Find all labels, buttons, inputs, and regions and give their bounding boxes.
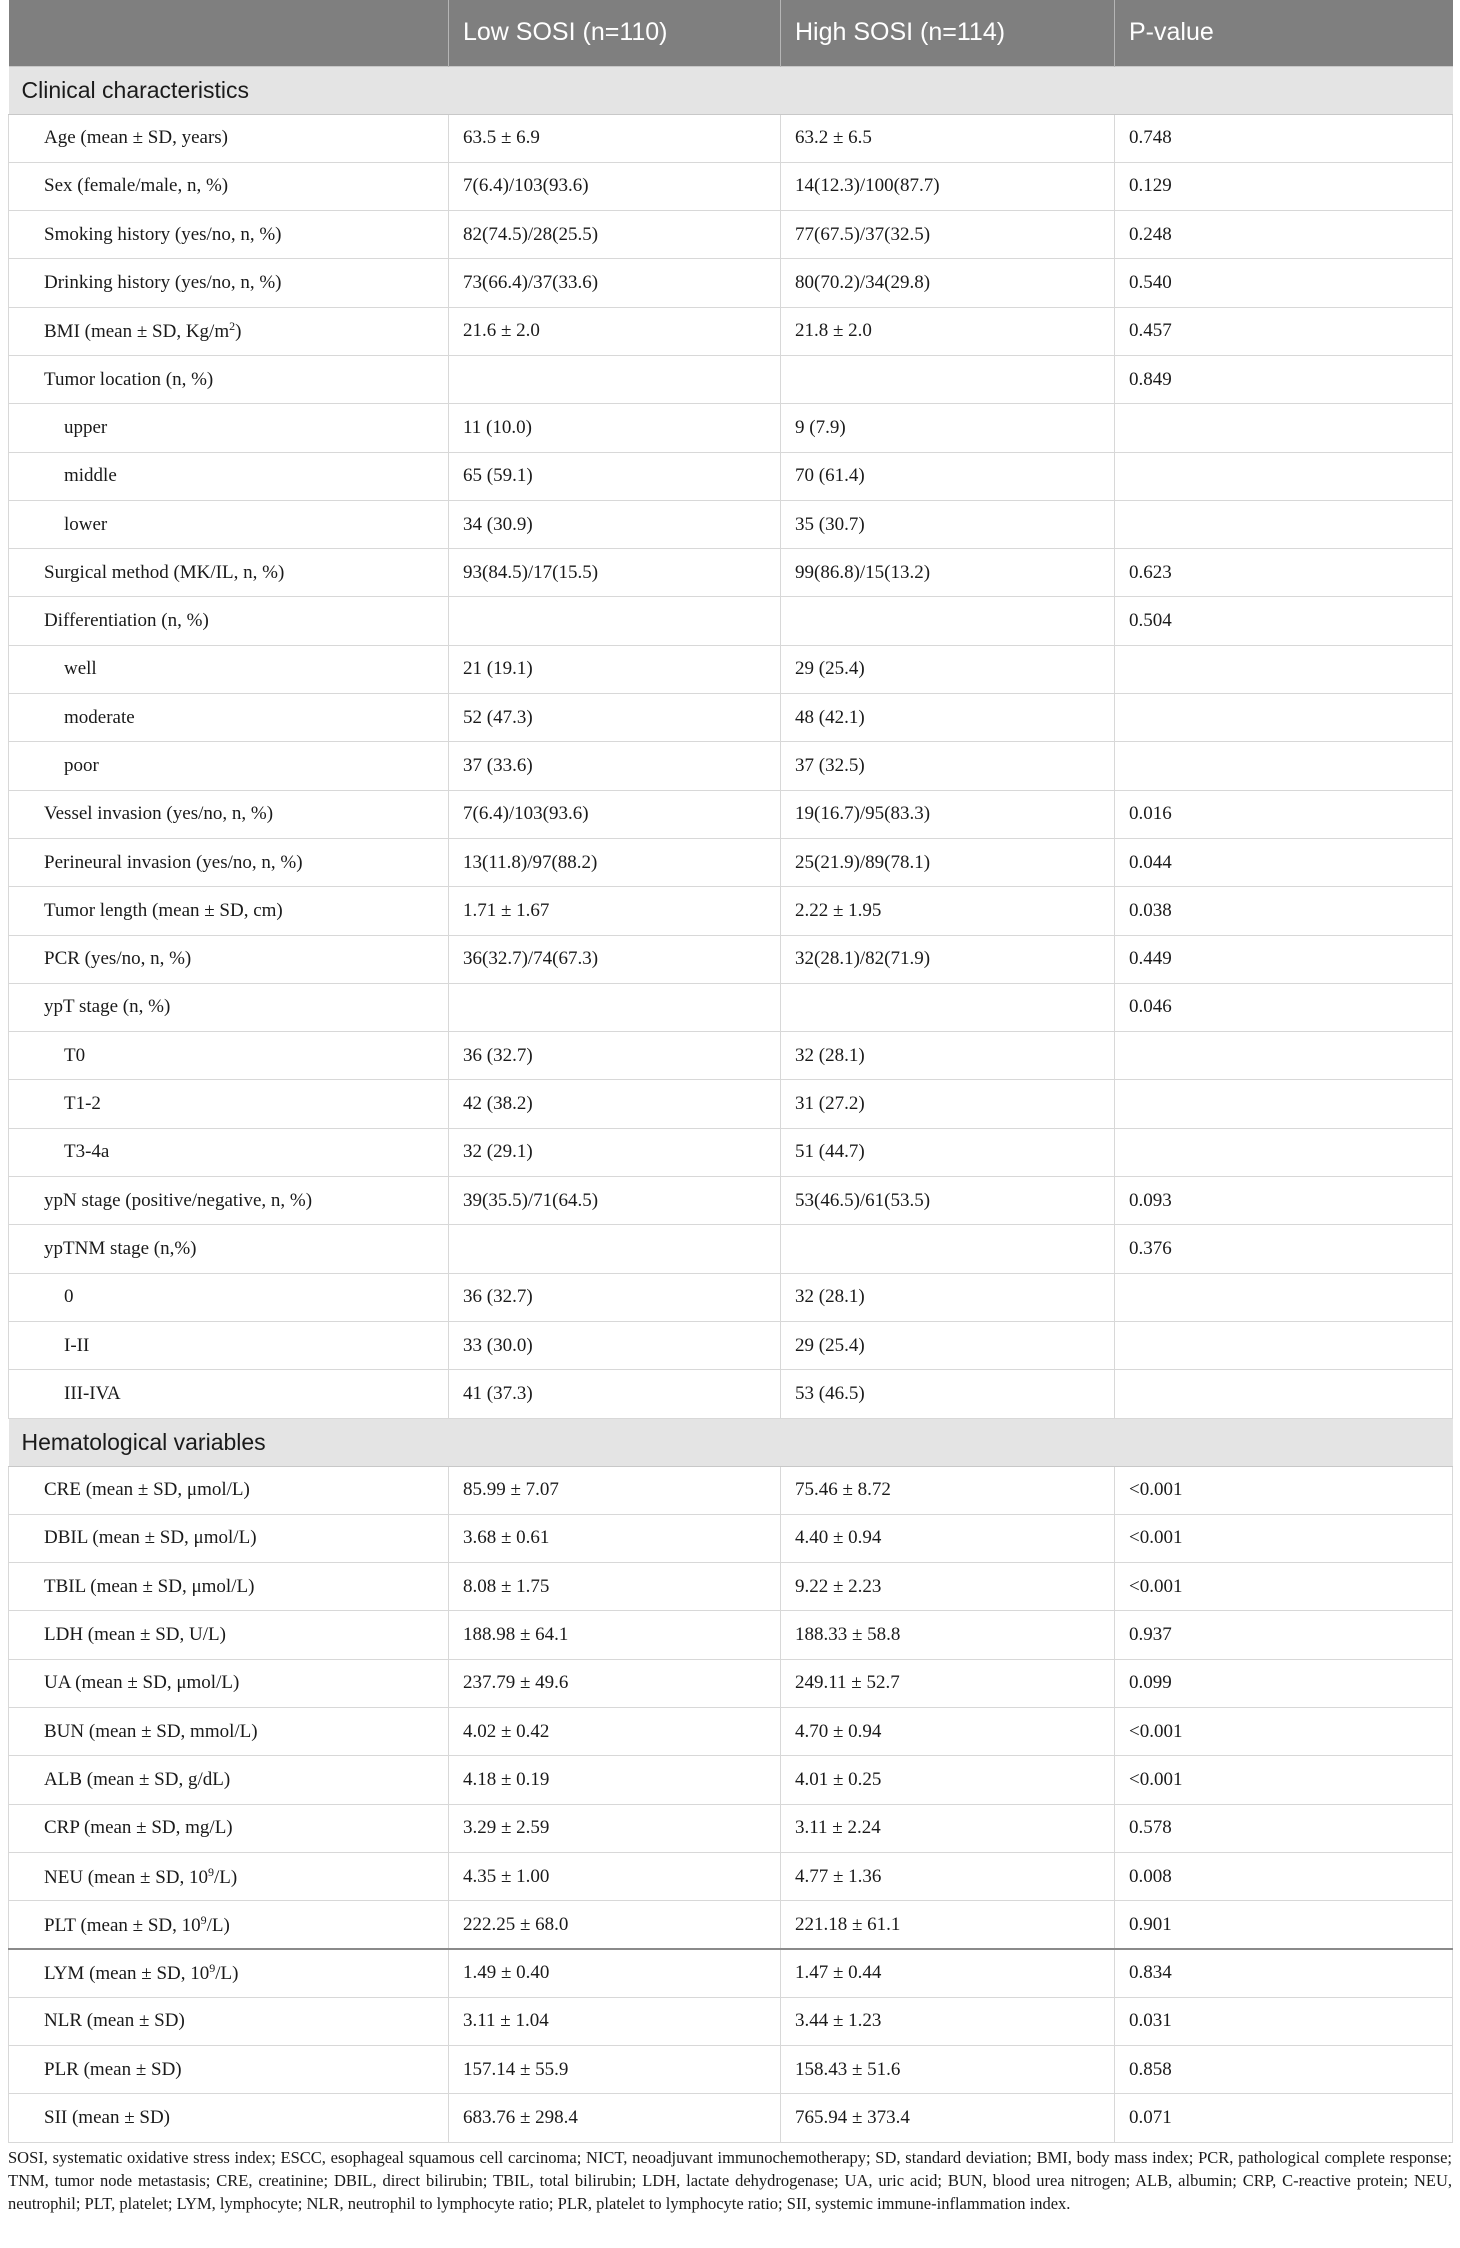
header-low-sosi: Low SOSI (n=110) [449, 0, 781, 66]
low-sosi-value [449, 597, 781, 645]
row-label [9, 597, 449, 645]
table-row [9, 838, 1453, 886]
low-sosi-value: 82(74.5)/28(25.5) [449, 211, 781, 259]
low-sosi-value: 3.68 ± 0.61 [449, 1514, 781, 1562]
p-value [1115, 1370, 1453, 1418]
high-sosi-value: 53(46.5)/61(53.5) [781, 1177, 1115, 1225]
p-value: 0.093 [1115, 1177, 1453, 1225]
row-label [9, 1032, 449, 1080]
high-sosi-value: 99(86.8)/15(13.2) [781, 549, 1115, 597]
table-row [9, 1708, 1453, 1756]
table-container [8, 0, 1452, 2143]
low-sosi-value: 3.29 ± 2.59 [449, 1804, 781, 1852]
table-body [9, 66, 1453, 2142]
label-text: Surgical method (MK/IL, n, %) [44, 561, 285, 583]
table-row [9, 1128, 1453, 1176]
label-text: CRP (mean ± SD, mg/L) [44, 1817, 233, 1839]
row-label [9, 307, 449, 355]
row-label [9, 838, 449, 886]
p-value [1115, 1080, 1453, 1128]
p-value: <0.001 [1115, 1514, 1453, 1562]
high-sosi-value: 2.22 ± 1.95 [781, 887, 1115, 935]
low-sosi-value: 34 (30.9) [449, 500, 781, 548]
label-text: Sex (female/male, n, %) [44, 175, 229, 197]
p-value: 0.578 [1115, 1804, 1453, 1852]
characteristics-table [8, 0, 1453, 2143]
label-text: CRE (mean ± SD, μmol/L) [44, 1479, 250, 1501]
p-value: <0.001 [1115, 1708, 1453, 1756]
row-label [9, 1273, 449, 1321]
table-row [9, 742, 1453, 790]
row-label [9, 1514, 449, 1562]
label-text: III-IVA [64, 1382, 121, 1404]
table-row [9, 935, 1453, 983]
row-label [9, 742, 449, 790]
label-superscript: 9 [209, 1961, 216, 1976]
p-value: 0.937 [1115, 1611, 1453, 1659]
table-row [9, 1659, 1453, 1707]
low-sosi-value: 188.98 ± 64.1 [449, 1611, 781, 1659]
p-value [1115, 1321, 1453, 1369]
high-sosi-value [781, 983, 1115, 1031]
high-sosi-value: 77(67.5)/37(32.5) [781, 211, 1115, 259]
low-sosi-value: 3.11 ± 1.04 [449, 1997, 781, 2045]
high-sosi-value: 765.94 ± 373.4 [781, 2094, 1115, 2142]
table-row [9, 162, 1453, 210]
low-sosi-value: 222.25 ± 68.0 [449, 1901, 781, 1949]
low-sosi-value [449, 355, 781, 403]
low-sosi-value [449, 1225, 781, 1273]
p-value: 0.901 [1115, 1901, 1453, 1949]
high-sosi-value: 37 (32.5) [781, 742, 1115, 790]
high-sosi-value: 14(12.3)/100(87.7) [781, 162, 1115, 210]
high-sosi-value [781, 597, 1115, 645]
row-label [9, 162, 449, 210]
section-title: Hematological variables [9, 1418, 1453, 1466]
table-footnote: SOSI, systematic oxidative stress index; ESCC, esophageal squamous cell carcinoma; NICT, neoadjuvant immunochemotherapy; SD, standard deviation; BMI, body mass index; PCR, pathological complete response; TNM, tumor node metastasis; CRE, creatinine; DBIL, direct bilirubin; TBIL, total bilirubin; LDH, lactate dehydrogenase; UA, uric acid; BUN, blood urea nitrogen; ALB, albumin; CRP, C-reactive protein; NEU, neutrophil; PLT, platelet; LYM, lymphocyte; NLR, neutrophil to lymphocyte ratio; PLR, platelet to lymphocyte ratio; SII, systemic immune-inflammation index. [8, 2148, 1452, 2213]
table-row [9, 1321, 1453, 1369]
high-sosi-value: 63.2 ± 6.5 [781, 114, 1115, 162]
high-sosi-value [781, 355, 1115, 403]
table-row [9, 645, 1453, 693]
label-text: ypN stage (positive/negative, n, %) [44, 1189, 313, 1211]
label-text: T3-4a [64, 1141, 110, 1163]
label-text: NEU (mean ± SD, 10 [44, 1866, 208, 1888]
low-sosi-value: 7(6.4)/103(93.6) [449, 790, 781, 838]
label-text: moderate [64, 706, 135, 728]
high-sosi-value: 249.11 ± 52.7 [781, 1659, 1115, 1707]
p-value: 0.016 [1115, 790, 1453, 838]
label-text: Perineural invasion (yes/no, n, %) [44, 851, 303, 873]
low-sosi-value: 7(6.4)/103(93.6) [449, 162, 781, 210]
label-text: Vessel invasion (yes/no, n, %) [44, 803, 274, 825]
label-superscript: 9 [200, 1912, 207, 1927]
high-sosi-value: 3.44 ± 1.23 [781, 1997, 1115, 2045]
low-sosi-value: 42 (38.2) [449, 1080, 781, 1128]
section-title: Clinical characteristics [9, 66, 1453, 114]
label-superscript: 9 [208, 1864, 214, 1879]
label-text: DBIL (mean ± SD, μmol/L) [44, 1527, 257, 1549]
table-row [9, 500, 1453, 548]
low-sosi-value: 36 (32.7) [449, 1273, 781, 1321]
row-label [9, 1901, 449, 1949]
p-value: 0.376 [1115, 1225, 1453, 1273]
table-row [9, 1466, 1453, 1514]
high-sosi-value: 4.40 ± 0.94 [781, 1514, 1115, 1562]
table-row [9, 597, 1453, 645]
table-row [9, 1949, 1453, 1997]
row-label [9, 1611, 449, 1659]
label-text: well [64, 658, 97, 680]
row-label [9, 211, 449, 259]
row-label [9, 1370, 449, 1418]
high-sosi-value: 4.01 ± 0.25 [781, 1756, 1115, 1804]
high-sosi-value: 75.46 ± 8.72 [781, 1466, 1115, 1514]
table-row [9, 452, 1453, 500]
p-value: 0.071 [1115, 2094, 1453, 2142]
high-sosi-value: 29 (25.4) [781, 645, 1115, 693]
high-sosi-value: 70 (61.4) [781, 452, 1115, 500]
low-sosi-value: 21 (19.1) [449, 645, 781, 693]
low-sosi-value: 41 (37.3) [449, 1370, 781, 1418]
label-text: middle [64, 465, 117, 487]
p-value: 0.129 [1115, 162, 1453, 210]
low-sosi-value: 8.08 ± 1.75 [449, 1563, 781, 1611]
high-sosi-value: 4.70 ± 0.94 [781, 1708, 1115, 1756]
table-row [9, 549, 1453, 597]
low-sosi-value: 32 (29.1) [449, 1128, 781, 1176]
p-value: 0.858 [1115, 2046, 1453, 2094]
row-label [9, 645, 449, 693]
label-suffix: ) [235, 321, 242, 343]
low-sosi-value: 237.79 ± 49.6 [449, 1659, 781, 1707]
label-text: TBIL (mean ± SD, μmol/L) [44, 1575, 255, 1597]
table-row [9, 1611, 1453, 1659]
label-text: lower [64, 513, 108, 535]
high-sosi-value: 32(28.1)/82(71.9) [781, 935, 1115, 983]
low-sosi-value: 65 (59.1) [449, 452, 781, 500]
table-row [9, 1756, 1453, 1804]
label-text: Tumor length (mean ± SD, cm) [44, 899, 283, 921]
table-row [9, 1804, 1453, 1852]
table-row [9, 404, 1453, 452]
row-label [9, 259, 449, 307]
table-row [9, 694, 1453, 742]
header-row [9, 0, 1453, 66]
low-sosi-value: 36(32.7)/74(67.3) [449, 935, 781, 983]
low-sosi-value: 93(84.5)/17(15.5) [449, 549, 781, 597]
table-header [9, 0, 1453, 66]
label-text: NLR (mean ± SD) [44, 2010, 185, 2032]
label-text: ypTNM stage (n,%) [44, 1237, 197, 1259]
label-text: LYM (mean ± SD, 10 [44, 1963, 210, 1985]
row-label [9, 983, 449, 1031]
high-sosi-value: 80(70.2)/34(29.8) [781, 259, 1115, 307]
row-label [9, 1128, 449, 1176]
p-value: 0.031 [1115, 1997, 1453, 2045]
table-row [9, 1225, 1453, 1273]
p-value [1115, 694, 1453, 742]
table-row [9, 1370, 1453, 1418]
row-label [9, 790, 449, 838]
row-label [9, 1997, 449, 2045]
low-sosi-value: 4.18 ± 0.19 [449, 1756, 781, 1804]
p-value: 0.046 [1115, 983, 1453, 1031]
table-row [9, 1852, 1453, 1900]
row-label [9, 500, 449, 548]
low-sosi-value: 36 (32.7) [449, 1032, 781, 1080]
high-sosi-value: 32 (28.1) [781, 1273, 1115, 1321]
row-label [9, 404, 449, 452]
low-sosi-value: 37 (33.6) [449, 742, 781, 790]
label-text: Smoking history (yes/no, n, %) [44, 223, 282, 245]
low-sosi-value: 39(35.5)/71(64.5) [449, 1177, 781, 1225]
row-label [9, 452, 449, 500]
low-sosi-value: 52 (47.3) [449, 694, 781, 742]
low-sosi-value: 63.5 ± 6.9 [449, 114, 781, 162]
row-label [9, 935, 449, 983]
high-sosi-value [781, 1225, 1115, 1273]
low-sosi-value: 4.35 ± 1.00 [449, 1852, 781, 1900]
label-text: BUN (mean ± SD, mmol/L) [44, 1720, 258, 1742]
label-text: ALB (mean ± SD, g/dL) [44, 1768, 231, 1790]
table-row [9, 114, 1453, 162]
label-text: UA (mean ± SD, μmol/L) [44, 1672, 240, 1694]
row-label [9, 1466, 449, 1514]
table-row [9, 1177, 1453, 1225]
label-text: poor [64, 755, 99, 776]
label-text: 0 [64, 1286, 74, 1308]
p-value: 0.834 [1115, 1949, 1453, 1997]
label-text: PLR (mean ± SD) [44, 2058, 182, 2080]
low-sosi-value: 73(66.4)/37(33.6) [449, 259, 781, 307]
high-sosi-value: 19(16.7)/95(83.3) [781, 790, 1115, 838]
label-text: BMI (mean ± SD, Kg/m [44, 321, 230, 343]
high-sosi-value: 3.11 ± 2.24 [781, 1804, 1115, 1852]
table-row [9, 1032, 1453, 1080]
table-row [9, 355, 1453, 403]
table-row [9, 1273, 1453, 1321]
label-text: upper [64, 416, 108, 438]
p-value [1115, 500, 1453, 548]
p-value [1115, 1273, 1453, 1321]
label-text: I-II [64, 1334, 90, 1356]
label-suffix: /L) [215, 1963, 239, 1985]
low-sosi-value: 33 (30.0) [449, 1321, 781, 1369]
row-label [9, 114, 449, 162]
table-row [9, 307, 1453, 355]
table-row [9, 983, 1453, 1031]
label-text: Age (mean ± SD, years) [44, 127, 229, 149]
p-value: <0.001 [1115, 1563, 1453, 1611]
high-sosi-value: 48 (42.1) [781, 694, 1115, 742]
p-value: 0.748 [1115, 114, 1453, 162]
p-value [1115, 1032, 1453, 1080]
p-value: 0.623 [1115, 549, 1453, 597]
p-value: 0.457 [1115, 307, 1453, 355]
p-value: 0.099 [1115, 1659, 1453, 1707]
label-text: T0 [64, 1044, 86, 1066]
label-text: SII (mean ± SD) [44, 2107, 170, 2129]
table-row [9, 2094, 1453, 2142]
low-sosi-value: 21.6 ± 2.0 [449, 307, 781, 355]
row-label [9, 887, 449, 935]
label-text: PLT (mean ± SD, 10 [44, 1914, 201, 1936]
low-sosi-value: 4.02 ± 0.42 [449, 1708, 781, 1756]
row-label [9, 355, 449, 403]
label-text: Tumor location (n, %) [44, 368, 214, 390]
row-label [9, 1804, 449, 1852]
p-value: 0.449 [1115, 935, 1453, 983]
high-sosi-value: 53 (46.5) [781, 1370, 1115, 1418]
p-value: <0.001 [1115, 1466, 1453, 1514]
header-p-value: P-value [1129, 18, 1214, 47]
low-sosi-value: 85.99 ± 7.07 [449, 1466, 781, 1514]
header-high-sosi: High SOSI (n=114) [781, 0, 1115, 66]
row-label [9, 694, 449, 742]
low-sosi-value: 157.14 ± 55.9 [449, 2046, 781, 2094]
row-label [9, 2094, 449, 2142]
label-text: Drinking history (yes/no, n, %) [44, 272, 282, 294]
high-sosi-value: 1.47 ± 0.44 [781, 1949, 1115, 1997]
label-suffix: /L) [206, 1914, 230, 1936]
low-sosi-value: 13(11.8)/97(88.2) [449, 838, 781, 886]
p-value [1115, 645, 1453, 693]
high-sosi-value: 32 (28.1) [781, 1032, 1115, 1080]
high-sosi-value: 9.22 ± 2.23 [781, 1563, 1115, 1611]
label-text: LDH (mean ± SD, U/L) [44, 1624, 226, 1646]
row-label [9, 1225, 449, 1273]
p-value: 0.008 [1115, 1852, 1453, 1900]
label-text: PCR (yes/no, n, %) [44, 948, 192, 970]
row-label [9, 2046, 449, 2094]
p-value: 0.504 [1115, 597, 1453, 645]
p-value [1115, 452, 1453, 500]
table-row [9, 790, 1453, 838]
header-variable [9, 0, 449, 66]
section-row [9, 1418, 1453, 1466]
high-sosi-value: 158.43 ± 51.6 [781, 2046, 1115, 2094]
high-sosi-value: 51 (44.7) [781, 1128, 1115, 1176]
table-row [9, 211, 1453, 259]
high-sosi-value: 35 (30.7) [781, 500, 1115, 548]
row-label [9, 1563, 449, 1611]
row-label [9, 1080, 449, 1128]
high-sosi-value: 29 (25.4) [781, 1321, 1115, 1369]
p-value: 0.849 [1115, 355, 1453, 403]
table-row [9, 1563, 1453, 1611]
row-label [9, 549, 449, 597]
table-row [9, 1514, 1453, 1562]
p-value: 0.044 [1115, 838, 1453, 886]
row-label [9, 1756, 449, 1804]
high-sosi-value: 25(21.9)/89(78.1) [781, 838, 1115, 886]
row-label [9, 1708, 449, 1756]
low-sosi-value [449, 983, 781, 1031]
label-text: Differentiation (n, %) [44, 610, 209, 632]
table-row [9, 1080, 1453, 1128]
row-label [9, 1949, 449, 1997]
p-value [1115, 1128, 1453, 1176]
p-value: <0.001 [1115, 1756, 1453, 1804]
high-sosi-value: 31 (27.2) [781, 1080, 1115, 1128]
low-sosi-value: 1.49 ± 0.40 [449, 1949, 781, 1997]
p-value [1115, 404, 1453, 452]
low-sosi-value: 683.76 ± 298.4 [449, 2094, 781, 2142]
p-value: 0.038 [1115, 887, 1453, 935]
label-text: T1-2 [64, 1093, 101, 1115]
label-text: ypT stage (n, %) [44, 996, 171, 1018]
table-row [9, 1901, 1453, 1949]
p-value: 0.540 [1115, 259, 1453, 307]
table-row [9, 259, 1453, 307]
high-sosi-value: 188.33 ± 58.8 [781, 1611, 1115, 1659]
label-superscript: 2 [229, 319, 236, 334]
table-row [9, 1997, 1453, 2045]
row-label [9, 1321, 449, 1369]
table-row [9, 887, 1453, 935]
table-row [9, 2046, 1453, 2094]
high-sosi-value: 9 (7.9) [781, 404, 1115, 452]
high-sosi-value: 4.77 ± 1.36 [781, 1852, 1115, 1900]
p-value: 0.248 [1115, 211, 1453, 259]
section-row [9, 66, 1453, 114]
label-suffix: /L) [214, 1866, 238, 1888]
high-sosi-value: 21.8 ± 2.0 [781, 307, 1115, 355]
low-sosi-value: 11 (10.0) [449, 404, 781, 452]
row-label [9, 1177, 449, 1225]
low-sosi-value: 1.71 ± 1.67 [449, 887, 781, 935]
high-sosi-value: 221.18 ± 61.1 [781, 1901, 1115, 1949]
row-label [9, 1852, 449, 1900]
row-label [9, 1659, 449, 1707]
p-value [1115, 742, 1453, 790]
